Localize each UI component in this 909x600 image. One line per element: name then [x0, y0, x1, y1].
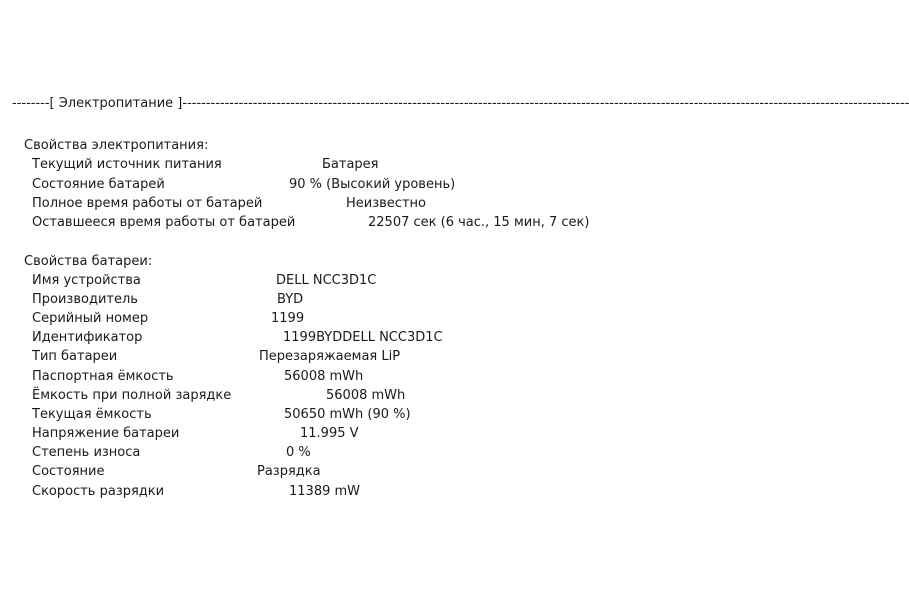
battery-row-value: BYD	[277, 292, 304, 307]
battery-row-label: Производитель	[32, 292, 138, 307]
battery-row-label: Скорость разрядки	[32, 484, 165, 499]
battery-row-label: Степень износа	[32, 445, 141, 460]
power-row-value: 22507 сек (6 час., 15 мин, 7 сек)	[368, 215, 590, 230]
battery-row-label: Ёмкость при полной зарядке	[32, 388, 232, 403]
battery-row-label: Идентификатор	[32, 330, 143, 345]
power-row-label: Оставшееся время работы от батарей	[32, 215, 296, 230]
battery-row-label: Состояние	[32, 464, 105, 479]
battery-row-label: Напряжение батареи	[32, 426, 180, 441]
battery-row-label: Паспортная ёмкость	[32, 369, 174, 384]
battery-row-value: Перезаряжаемая LiP	[259, 349, 401, 364]
power-properties-title: Свойства электропитания:	[24, 138, 209, 153]
battery-row-value: 11.995 V	[300, 426, 359, 441]
power-row-label: Текущий источник питания	[32, 157, 222, 172]
battery-row-value: 0 %	[286, 445, 311, 460]
battery-row-value: DELL NCC3D1C	[276, 273, 377, 288]
battery-row-label: Тип батареи	[32, 349, 118, 364]
battery-row-label: Текущая ёмкость	[32, 407, 152, 422]
battery-row-value: Разрядка	[257, 464, 321, 479]
battery-row-label: Имя устройства	[32, 273, 141, 288]
power-row-value: Неизвестно	[346, 196, 426, 211]
battery-row-value: 1199	[271, 311, 305, 326]
battery-properties-title: Свойства батареи:	[24, 254, 153, 269]
power-row-value: 90 % (Высокий уровень)	[289, 177, 456, 192]
power-row-value: Батарея	[322, 157, 379, 172]
battery-row-value: 50650 mWh (90 %)	[284, 407, 411, 422]
battery-row-value: 56008 mWh	[284, 369, 364, 384]
battery-row-label: Серийный номер	[32, 311, 149, 326]
battery-row-value: 1199BYDDELL NCC3D1C	[283, 330, 443, 345]
battery-row-value: 11389 mW	[289, 484, 361, 499]
battery-row-value: 56008 mWh	[326, 388, 406, 403]
section-header: --------[ Электропитание ]-----------------------------------------------------------------------------------------------------------------------------------------------------------	[12, 96, 909, 111]
power-row-label: Полное время работы от батарей	[32, 196, 263, 211]
power-row-label: Состояние батарей	[32, 177, 165, 192]
